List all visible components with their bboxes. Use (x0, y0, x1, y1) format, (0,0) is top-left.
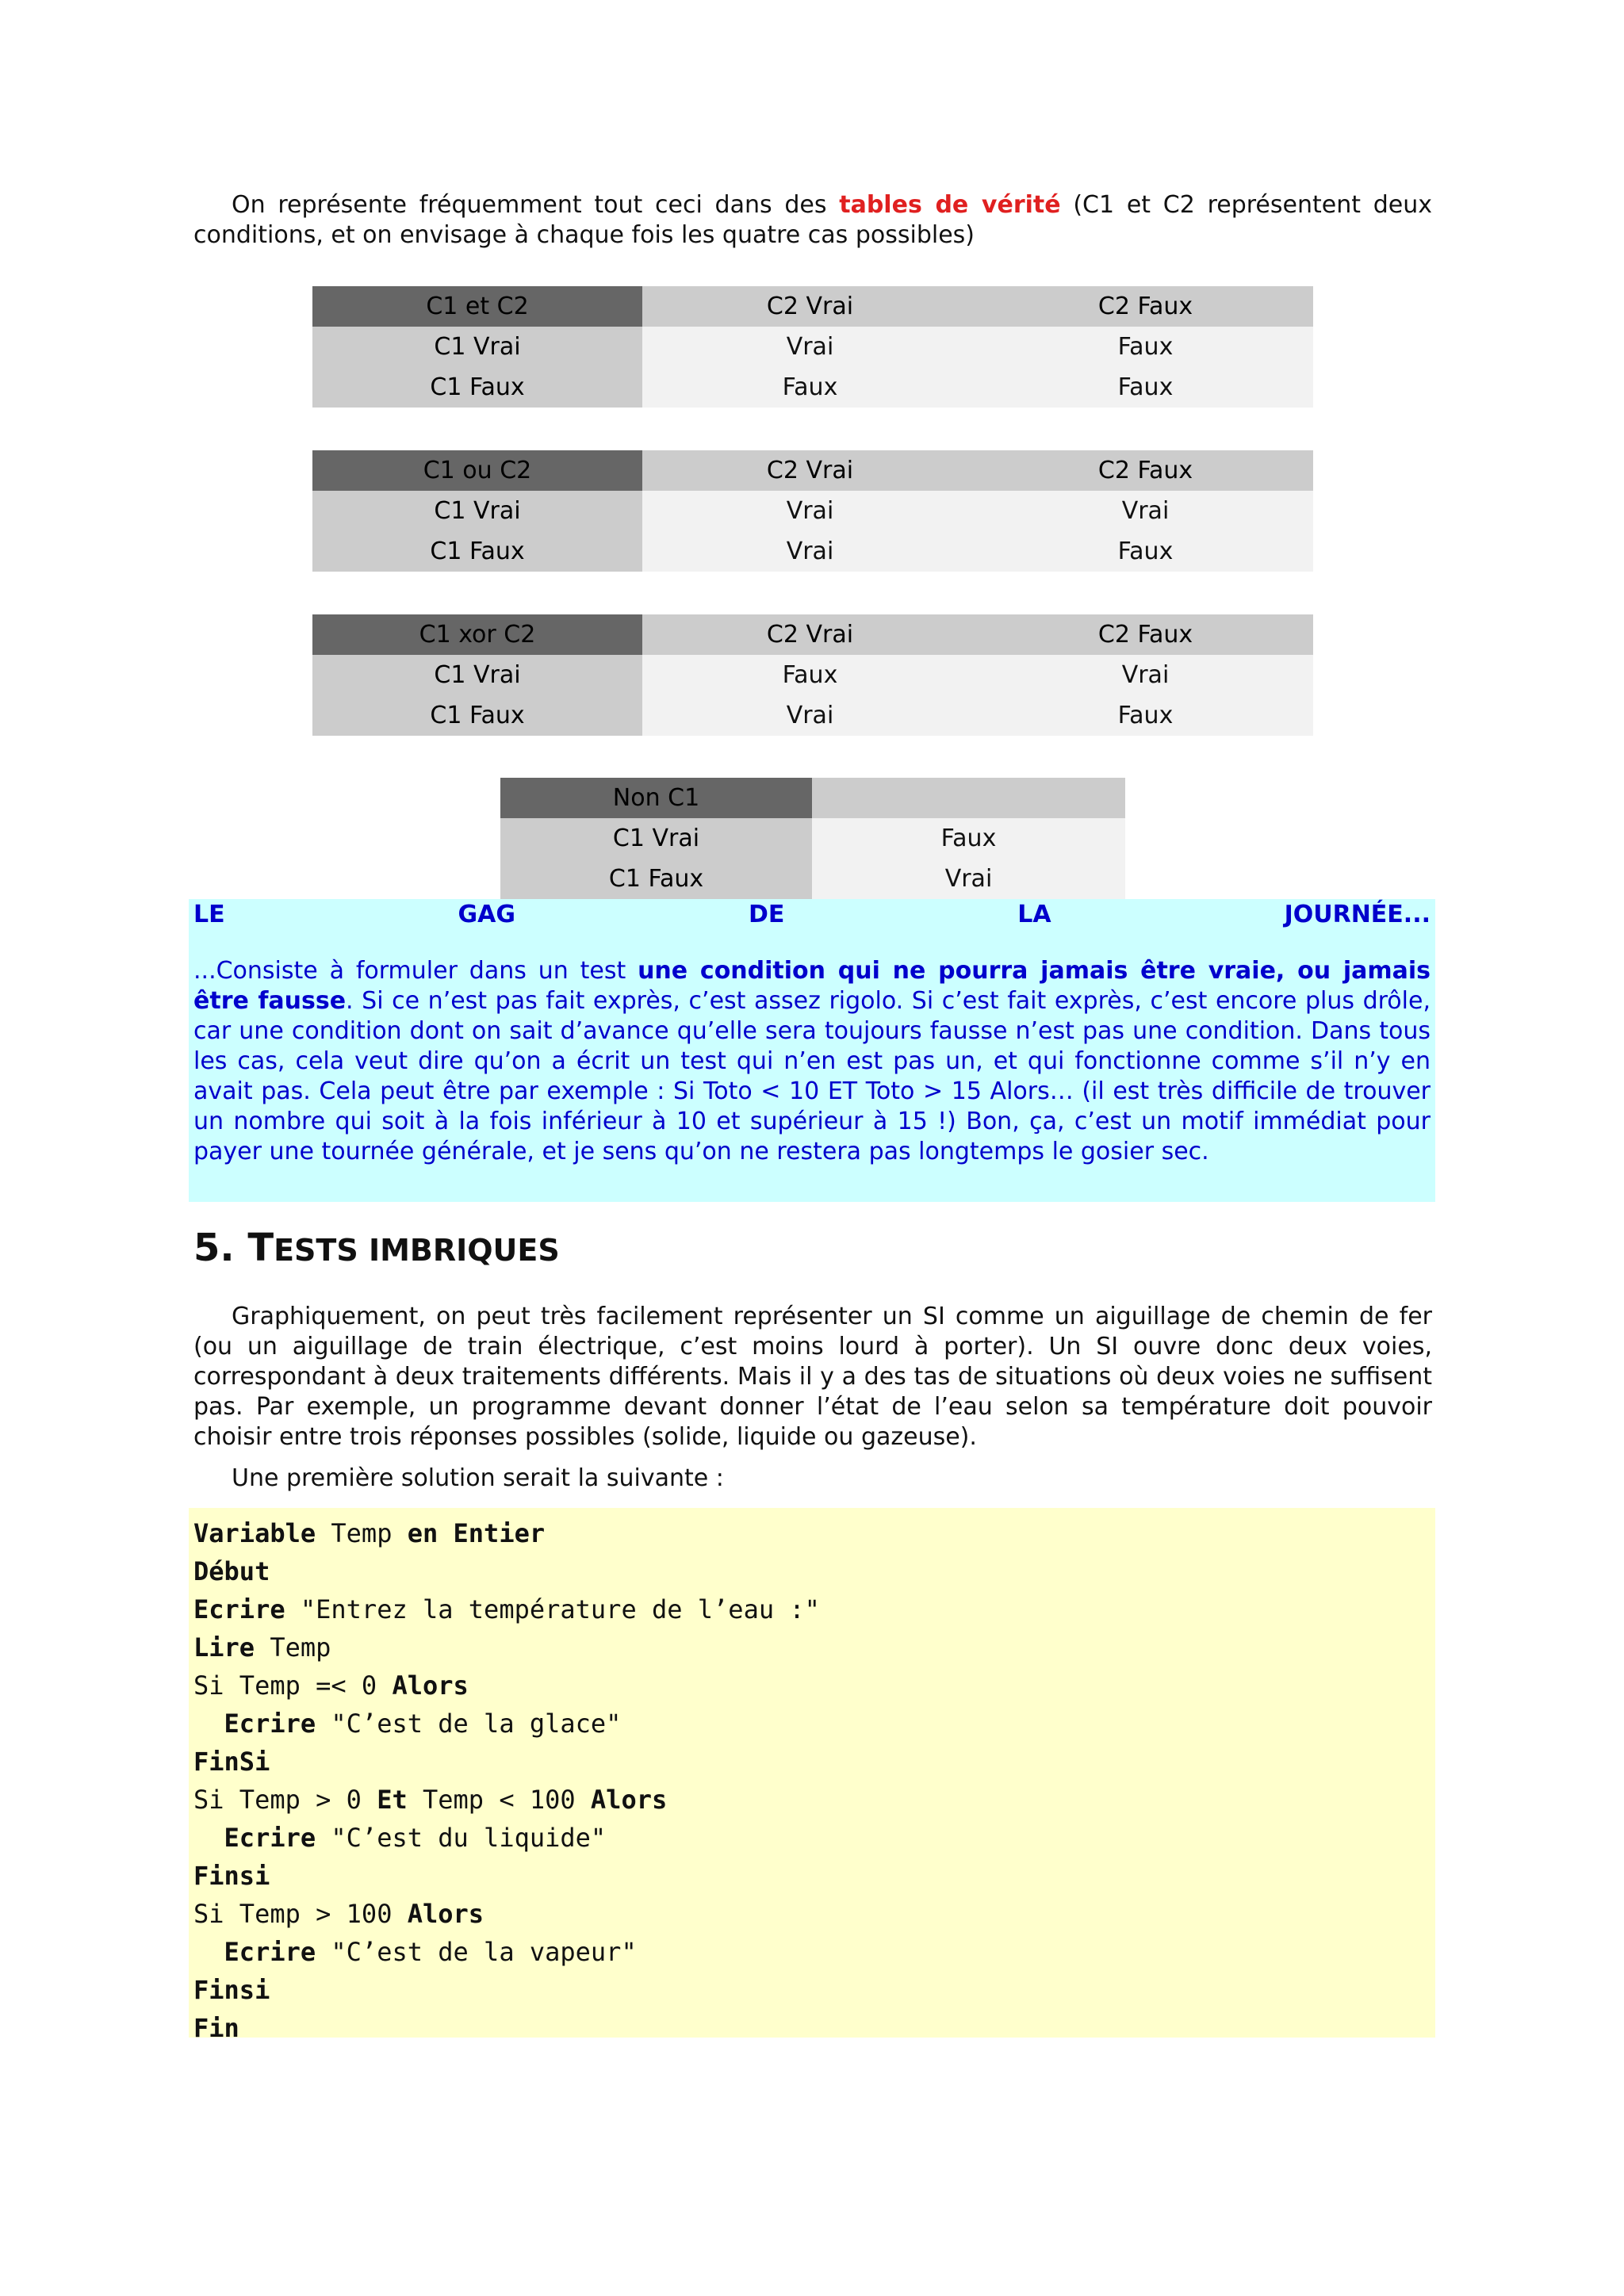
intro-highlight: tables de vérité (839, 191, 1061, 219)
intro-text-end: (C1 et C2 représentent deux conditions, et on envisage à chaque fois les quatre cas possibles) (193, 191, 1432, 249)
table-row (312, 491, 1313, 531)
row-header: C1 Faux (500, 859, 812, 899)
code-keyword: Variable (193, 1518, 316, 1548)
code-line (193, 1514, 545, 1552)
table-cell: Faux (978, 695, 1313, 736)
row-header: C1 Vrai (312, 327, 642, 367)
row-header: C1 Faux (312, 367, 642, 408)
code-text: Si Temp > 0 (193, 1785, 377, 1815)
column-header: C2 Vrai (642, 286, 978, 327)
code-text: Temp (316, 1518, 408, 1548)
section-title-cap: T (247, 1226, 274, 1270)
table-cell: Faux (978, 531, 1313, 572)
code-text (193, 1709, 224, 1739)
row-header: C1 Vrai (312, 491, 642, 531)
gag-box (189, 899, 1435, 1202)
body-paragraph-intro-code: Une première solution serait la suivante : (232, 1464, 724, 1492)
code-keyword: Alors (407, 1899, 485, 1929)
table-cell: Vrai (642, 491, 978, 531)
gag-title-word: LE (193, 900, 225, 928)
code-keyword: Début (193, 1556, 270, 1586)
code-text (193, 1937, 224, 1967)
section-heading (193, 1226, 560, 1270)
code-keyword: Ecrire (224, 1937, 316, 1967)
code-line (193, 2009, 239, 2047)
code-line (193, 1628, 331, 1667)
intro-text: On représente fréquemment tout ceci dans des (232, 191, 840, 219)
code-keyword: Fin (193, 2013, 239, 2043)
intro-paragraph (193, 190, 1432, 251)
table-corner: Non C1 (500, 778, 812, 818)
code-keyword: Finsi (193, 1861, 270, 1891)
column-header: C2 Vrai (642, 614, 978, 655)
table-row (312, 655, 1313, 695)
table-row (312, 695, 1313, 736)
body-paragraph: Graphiquement, on peut très facilement représenter un SI comme un aiguillage de chemin de fer (ou un aiguillage de train électrique, c’est moins lourd à porter). Un SI ouvre donc deux voies, correspondant à deux traitements différents. Mais il y a des tas de situations où deux voies ne suffisent pas. Par exemple, un programme devant donner l’état de l’eau selon sa température doit pouvoir choisir entre trois réponses possibles (solide, liquide ou gazeuse). (193, 1303, 1432, 1451)
code-text: Si Temp =< 0 (193, 1670, 393, 1701)
code-keyword: en (407, 1518, 439, 1548)
row-header: C1 Faux (312, 695, 642, 736)
code-block (189, 1508, 1435, 2043)
gag-title-word: DE (748, 900, 785, 928)
section-number: 5. (193, 1226, 248, 1270)
table-cell: Vrai (642, 327, 978, 367)
truth-table-non (500, 778, 1125, 899)
gag-body (193, 956, 1431, 1167)
code-line (193, 1705, 621, 1743)
code-line (193, 1552, 270, 1590)
gag-text-end: . Si ce n’est pas fait exprès, c’est assez rigolo. Si c’est fait exprès, c’est encore plus drôle, car une condition dont on sait d’avance qu’elle sera toujours fausse n’est pas une condition. Dans tous les cas, cela veut dire qu’on a écrit un test qui n’en est pas un, et qui fonctionne comme s’il n’y en avait pas. Cela peut être par exemple : Si Toto < 10 ET Toto > 15 Alors… (il est très difficile de trouver un nombre qui soit à la fois inférieur à 10 et supérieur à 15 !) Bon, ça, c’est un motif immédiat pour payer une tournée générale, et je sens qu’on ne restera pas longtemps le gosier sec. (193, 987, 1431, 1165)
truth-table-et (312, 286, 1313, 408)
gag-title-word: LA (1017, 900, 1051, 928)
table-cell: Faux (978, 367, 1313, 408)
code-line (193, 1743, 270, 1781)
code-text: "Entrez la température de l’eau :" (285, 1594, 820, 1624)
column-header: C2 Faux (978, 450, 1313, 491)
table-row (500, 859, 1125, 899)
column-header: C2 Faux (978, 286, 1313, 327)
table-cell: Faux (642, 655, 978, 695)
code-line (193, 1971, 270, 2009)
table-row (312, 367, 1313, 408)
truth-table-xor (312, 614, 1313, 736)
gag-text: ...Consiste à formuler dans un test (193, 957, 638, 985)
code-text: Temp < 100 (407, 1785, 591, 1815)
gag-title-word: GAG (458, 900, 516, 928)
code-keyword: Ecrire (224, 1823, 316, 1853)
column-header-empty (812, 778, 1125, 818)
table-cell: Vrai (978, 491, 1313, 531)
code-keyword: Lire (193, 1632, 255, 1663)
row-header: C1 Vrai (500, 818, 812, 859)
code-line (193, 1895, 484, 1933)
truth-table-ou (312, 450, 1313, 572)
code-line (193, 1667, 469, 1705)
row-header: C1 Faux (312, 531, 642, 572)
code-keyword: Alors (392, 1670, 469, 1701)
table-corner: C1 xor C2 (312, 614, 642, 655)
table-row (500, 818, 1125, 859)
table-row (312, 531, 1313, 572)
section-title-rest: ESTS IMBRIQUES (274, 1233, 560, 1268)
code-keyword: Entier (453, 1518, 546, 1548)
table-cell: Faux (642, 367, 978, 408)
table-cell: Vrai (642, 531, 978, 572)
table-cell: Vrai (978, 655, 1313, 695)
table-row (312, 327, 1313, 367)
table-cell: Vrai (642, 695, 978, 736)
column-header: C2 Vrai (642, 450, 978, 491)
code-keyword: Et (377, 1785, 408, 1815)
gag-bold-text: une condition qui ne pourra jamais être vraie, ou jamais être fausse (193, 957, 1431, 1015)
gag-title-word: JOURNÉE... (1284, 900, 1431, 928)
code-keyword: Finsi (193, 1975, 270, 2005)
code-line (193, 1590, 820, 1628)
code-text (438, 1518, 453, 1548)
code-text: "C’est de la glace" (316, 1709, 622, 1739)
code-keyword: Ecrire (193, 1594, 285, 1624)
code-text: Temp (255, 1632, 331, 1663)
table-cell: Faux (812, 818, 1125, 859)
code-text: Si Temp > 100 (193, 1899, 408, 1929)
code-text: "C’est du liquide" (316, 1823, 607, 1853)
table-corner: C1 ou C2 (312, 450, 642, 491)
table-corner: C1 et C2 (312, 286, 642, 327)
table-cell: Faux (978, 327, 1313, 367)
table-cell: Vrai (812, 859, 1125, 899)
column-header: C2 Faux (978, 614, 1313, 655)
code-keyword: FinSi (193, 1747, 270, 1777)
code-line (193, 1857, 270, 1895)
code-text (193, 1823, 224, 1853)
code-text: "C’est de la vapeur" (316, 1937, 637, 1967)
code-line (193, 1819, 606, 1857)
gag-title (193, 899, 1431, 929)
row-header: C1 Vrai (312, 655, 642, 695)
code-keyword: Ecrire (224, 1709, 316, 1739)
code-keyword: Alors (590, 1785, 668, 1815)
code-line (193, 1933, 637, 1971)
code-line (193, 1781, 667, 1819)
